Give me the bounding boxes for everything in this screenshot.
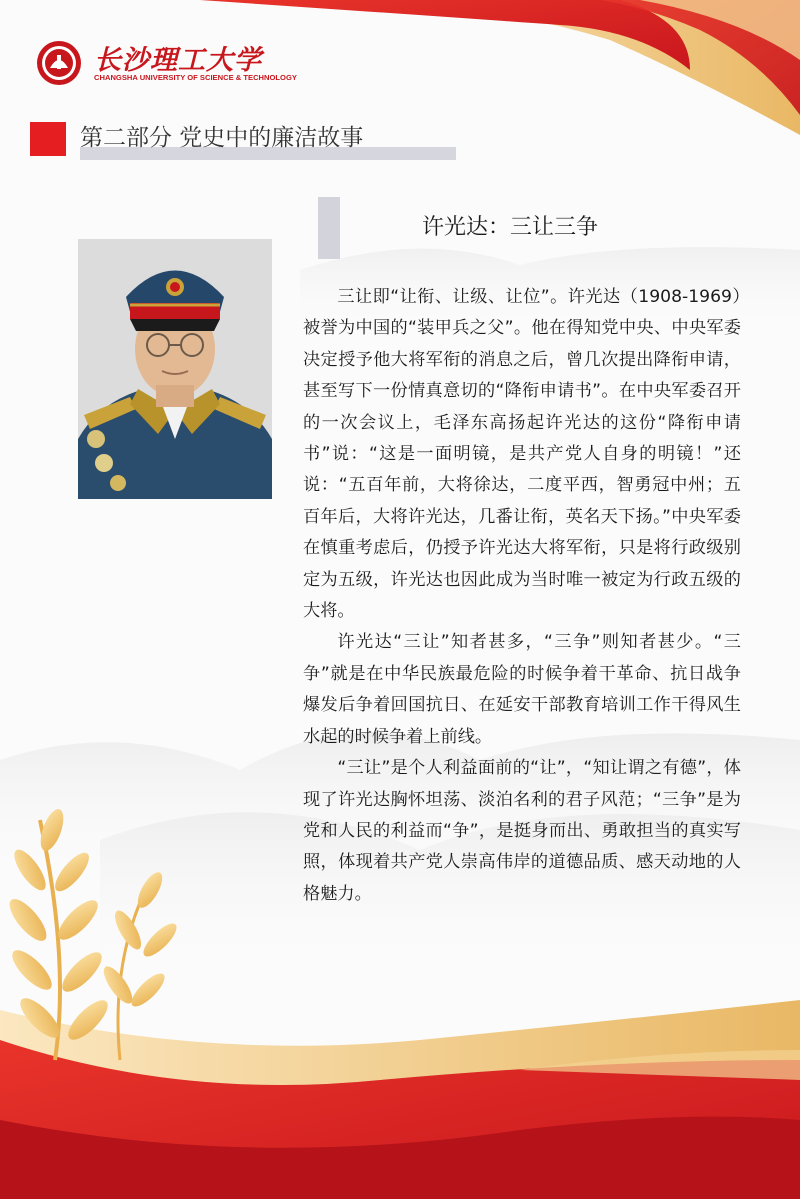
paragraph-3: “三让”是个人利益面前的“让”，“知让谓之有德”，体现了许光达胸怀坦荡、淡泊名利的君子风范；“三争”是为党和人民的利益而“争”，是挺身而出、勇敢担当的真实写照，体现着共产党人崇高伟岸的道德品质、感天动地的人格魅力。 — [303, 758, 741, 904]
title-accent-bar — [318, 197, 340, 259]
university-emblem-icon — [36, 40, 82, 86]
paragraph-1: 三让即“让衔、让级、让位”。许光达（1908-1969）被誉为中国的“装甲兵之父”。他在得知党中央、中央军委决定授予他大将军衔的消息之后，曾几次提出降衔申请，甚至写下一份情真意切的“降衔申请书”。在中央军委召开的一次会议上，毛泽东高扬起许光达的这份“降衔申请书”说：“这是一面明镜，是共产党人自身的明镜！”还说：“五百年前，大将徐达，二度平西，智勇冠中州；五百年后，大将许光达，几番让衔，英名天下扬。”中央军委在慎重考虑后，仍授予许光达大将军衔，只是将行政级别定为五级，许光达也因此成为当时唯一被定为行政五级的大将。 — [303, 287, 741, 622]
story-title: 许光达：三让三争 — [421, 215, 598, 240]
story-body — [303, 282, 741, 910]
section-marker — [30, 122, 66, 156]
university-logo — [36, 38, 297, 88]
portrait-photo — [78, 239, 272, 499]
section-header — [30, 119, 430, 161]
paragraph-2: 许光达“三让”知者甚多，“三争”则知者甚少。“三争”就是在中华民族最危险的时候争着干革命、抗日战争爆发后争着回国抗日、在延安干部教育培训工作干得风生水起的时候争着上前线。 — [303, 632, 741, 747]
logo-english-name: CHANGSHA UNIVERSITY OF SCIENCE & TECHNOLOGY — [94, 73, 297, 82]
logo-chinese-name: 长沙理工大学 — [94, 45, 262, 76]
section-title: 第二部分 党史中的廉洁故事 — [80, 125, 364, 151]
